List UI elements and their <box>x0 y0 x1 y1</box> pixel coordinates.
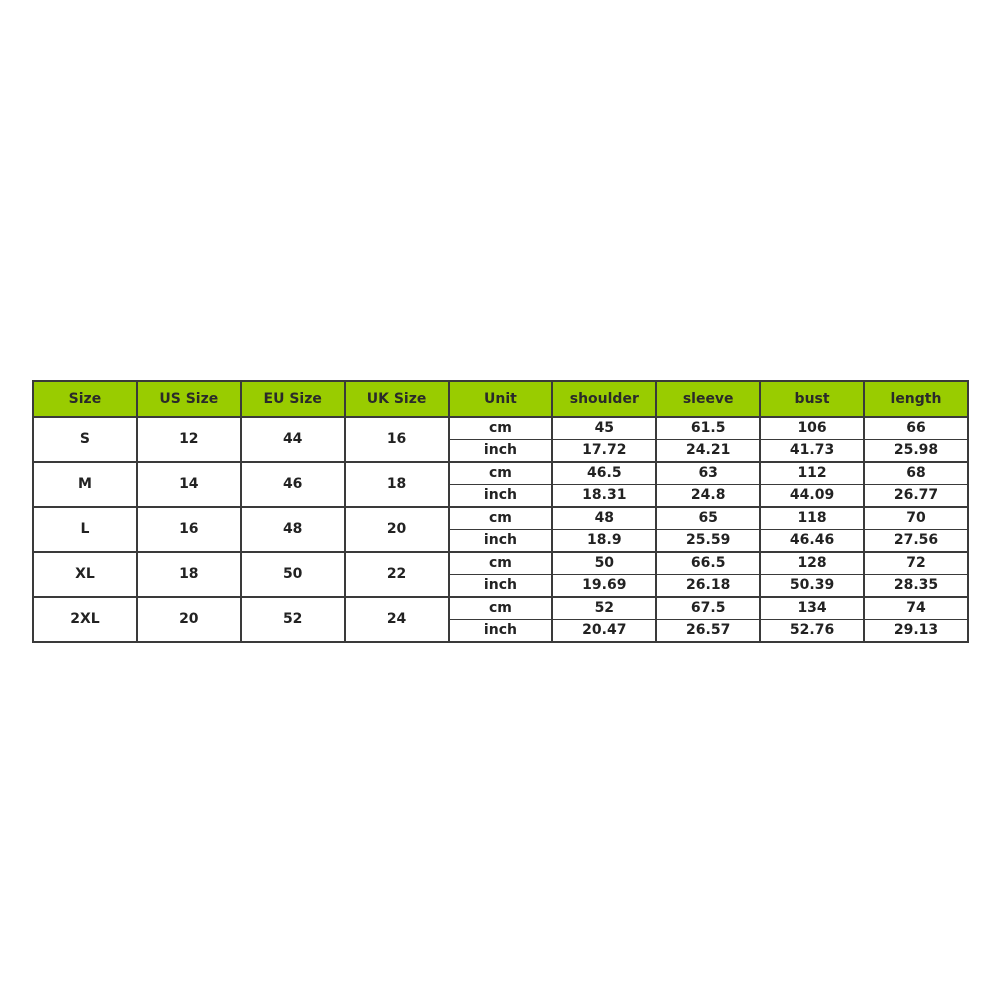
uk-size-cell: 20 <box>345 507 449 552</box>
inch-sleeve-cell: 25.59 <box>656 530 760 553</box>
cm-sleeve-cell: 61.5 <box>656 417 760 440</box>
cm-length-cell: 68 <box>864 462 968 485</box>
uk-size-cell: 24 <box>345 597 449 642</box>
inch-sleeve-cell: 26.57 <box>656 620 760 643</box>
uk-size-cell: 22 <box>345 552 449 597</box>
size-cell: L <box>33 507 137 552</box>
header-bust: bust <box>760 381 864 417</box>
us-size-cell: 20 <box>137 597 241 642</box>
header-length: length <box>864 381 968 417</box>
inch-sleeve-cell: 24.21 <box>656 440 760 463</box>
inch-shoulder-cell: 18.31 <box>552 485 656 508</box>
inch-bust-cell: 50.39 <box>760 575 864 598</box>
header-uk-size: UK Size <box>345 381 449 417</box>
cm-bust-cell: 118 <box>760 507 864 530</box>
cm-unit-cell: cm <box>449 597 553 620</box>
inch-length-cell: 28.35 <box>864 575 968 598</box>
table-row <box>33 507 968 530</box>
cm-unit-cell: cm <box>449 417 553 440</box>
inch-length-cell: 27.56 <box>864 530 968 553</box>
cm-sleeve-cell: 65 <box>656 507 760 530</box>
size-chart-table <box>32 380 969 643</box>
inch-shoulder-cell: 19.69 <box>552 575 656 598</box>
table-row <box>33 462 968 485</box>
inch-unit-cell: inch <box>449 485 553 508</box>
inch-length-cell: 29.13 <box>864 620 968 643</box>
inch-bust-cell: 52.76 <box>760 620 864 643</box>
cm-bust-cell: 128 <box>760 552 864 575</box>
header-shoulder: shoulder <box>552 381 656 417</box>
cm-bust-cell: 112 <box>760 462 864 485</box>
cm-sleeve-cell: 66.5 <box>656 552 760 575</box>
us-size-cell: 12 <box>137 417 241 462</box>
header-row <box>33 381 968 417</box>
cm-length-cell: 70 <box>864 507 968 530</box>
inch-sleeve-cell: 24.8 <box>656 485 760 508</box>
inch-length-cell: 25.98 <box>864 440 968 463</box>
eu-size-cell: 44 <box>241 417 345 462</box>
cm-length-cell: 72 <box>864 552 968 575</box>
inch-bust-cell: 46.46 <box>760 530 864 553</box>
cm-sleeve-cell: 67.5 <box>656 597 760 620</box>
cm-length-cell: 66 <box>864 417 968 440</box>
inch-unit-cell: inch <box>449 440 553 463</box>
uk-size-cell: 18 <box>345 462 449 507</box>
inch-length-cell: 26.77 <box>864 485 968 508</box>
inch-unit-cell: inch <box>449 530 553 553</box>
cm-unit-cell: cm <box>449 552 553 575</box>
header-sleeve: sleeve <box>656 381 760 417</box>
eu-size-cell: 50 <box>241 552 345 597</box>
cm-shoulder-cell: 50 <box>552 552 656 575</box>
cm-length-cell: 74 <box>864 597 968 620</box>
header-us-size: US Size <box>137 381 241 417</box>
eu-size-cell: 52 <box>241 597 345 642</box>
inch-shoulder-cell: 20.47 <box>552 620 656 643</box>
inch-unit-cell: inch <box>449 620 553 643</box>
header-size: Size <box>33 381 137 417</box>
header-eu-size: EU Size <box>241 381 345 417</box>
cm-bust-cell: 106 <box>760 417 864 440</box>
cm-unit-cell: cm <box>449 462 553 485</box>
inch-sleeve-cell: 26.18 <box>656 575 760 598</box>
size-cell: M <box>33 462 137 507</box>
inch-shoulder-cell: 18.9 <box>552 530 656 553</box>
inch-unit-cell: inch <box>449 575 553 598</box>
cm-shoulder-cell: 45 <box>552 417 656 440</box>
inch-bust-cell: 44.09 <box>760 485 864 508</box>
inch-shoulder-cell: 17.72 <box>552 440 656 463</box>
eu-size-cell: 48 <box>241 507 345 552</box>
eu-size-cell: 46 <box>241 462 345 507</box>
us-size-cell: 14 <box>137 462 241 507</box>
size-cell: 2XL <box>33 597 137 642</box>
cm-shoulder-cell: 48 <box>552 507 656 530</box>
inch-bust-cell: 41.73 <box>760 440 864 463</box>
us-size-cell: 16 <box>137 507 241 552</box>
table-row <box>33 417 968 440</box>
table-body <box>33 417 968 642</box>
table-row <box>33 597 968 620</box>
table-row <box>33 552 968 575</box>
cm-unit-cell: cm <box>449 507 553 530</box>
header-unit: Unit <box>449 381 553 417</box>
us-size-cell: 18 <box>137 552 241 597</box>
cm-sleeve-cell: 63 <box>656 462 760 485</box>
size-cell: XL <box>33 552 137 597</box>
size-cell: S <box>33 417 137 462</box>
cm-shoulder-cell: 46.5 <box>552 462 656 485</box>
uk-size-cell: 16 <box>345 417 449 462</box>
cm-shoulder-cell: 52 <box>552 597 656 620</box>
cm-bust-cell: 134 <box>760 597 864 620</box>
